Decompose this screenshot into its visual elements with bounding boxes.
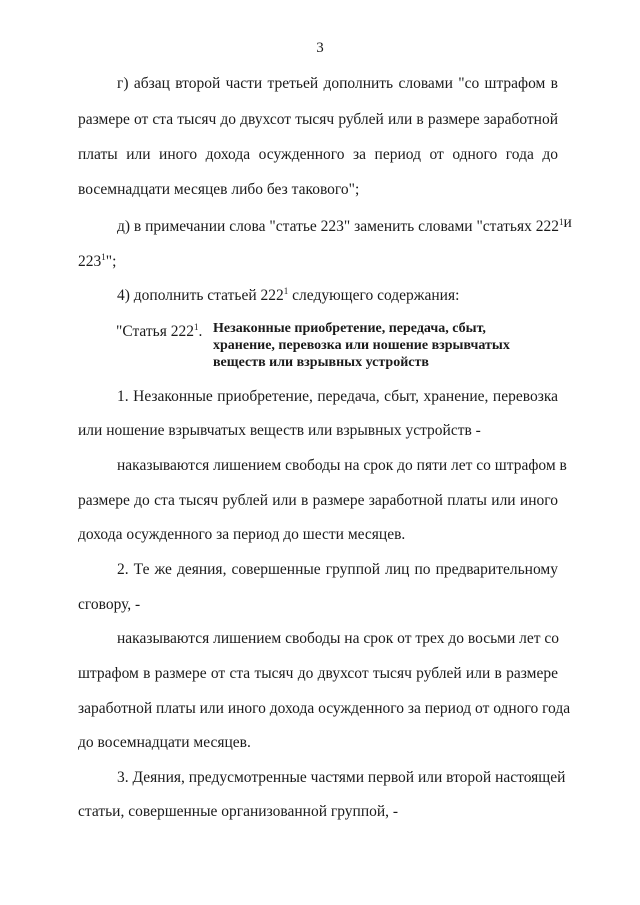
- text-line: или ношение взрывчатых веществ или взрывных устройств -: [78, 422, 481, 439]
- page-number: 3: [316, 40, 324, 56]
- text-line: восемнадцати месяцев либо без такового";: [78, 181, 360, 198]
- text-line: наказываются лишением свободы на срок до пяти лет со штрафом в: [117, 457, 567, 474]
- text-span: ";: [105, 253, 117, 270]
- text-span: 223: [78, 253, 102, 270]
- article-title: Незаконные приобретение, передача, сбыт, хранение, перевозка или ношение взрывчатых веществ или взрывных устройств: [213, 321, 510, 370]
- text-line: статьи, совершенные организованной группой, -: [78, 803, 399, 820]
- text-line: 3. Деяния, предусмотренные частями первой или второй настоящей: [117, 769, 566, 786]
- text-line: штрафом в размере от ста тысяч до двухсот тысяч рублей или в размере: [78, 665, 558, 682]
- text-line: 2. Те же деяния, совершенные группой лиц по предварительному: [117, 561, 558, 578]
- text-line: 1. Незаконные приобретение, передача, сбыт, хранение, перевозка: [117, 388, 558, 405]
- text-line: сговору, -: [78, 596, 141, 613]
- text-line: [78, 250, 558, 269]
- text-span: д) в примечании слова "статье 223" заменить словами "статьях 222: [117, 218, 559, 235]
- superscript: 1: [558, 217, 564, 227]
- text-line: г) абзац второй части третьей дополнить словами "со штрафом в: [117, 75, 558, 92]
- superscript: 1: [194, 322, 199, 332]
- text-line: [117, 284, 597, 303]
- text-line: дохода осужденного за период до шести месяцев.: [78, 526, 406, 543]
- superscript: 1: [101, 252, 106, 262]
- superscript: 1: [283, 286, 289, 296]
- text-span: [117, 215, 563, 234]
- text-line: размере до ста тысяч рублей или в размере заработной платы или иного: [78, 492, 558, 509]
- text-line: заработной платы или иного дохода осужденного за период от одного года: [78, 700, 571, 717]
- text-span: и: [563, 214, 572, 231]
- text-span: 4) дополнить статьей 222: [117, 287, 284, 304]
- text-span: .: [198, 323, 203, 340]
- text-line: размере от ста тысяч до двухсот тысяч рублей или в размере заработной: [78, 111, 558, 128]
- text-line: платы или иного дохода осужденного за период от одного года до: [78, 146, 558, 163]
- text-span: следующего содержания:: [288, 287, 460, 304]
- article-label: [116, 320, 202, 339]
- text-line: наказываются лишением свободы на срок от трех до восьми лет со: [117, 630, 560, 647]
- text-span: "Статья 222: [116, 323, 194, 340]
- text-line: [117, 214, 572, 235]
- text-line: до восемнадцати месяцев.: [78, 734, 251, 751]
